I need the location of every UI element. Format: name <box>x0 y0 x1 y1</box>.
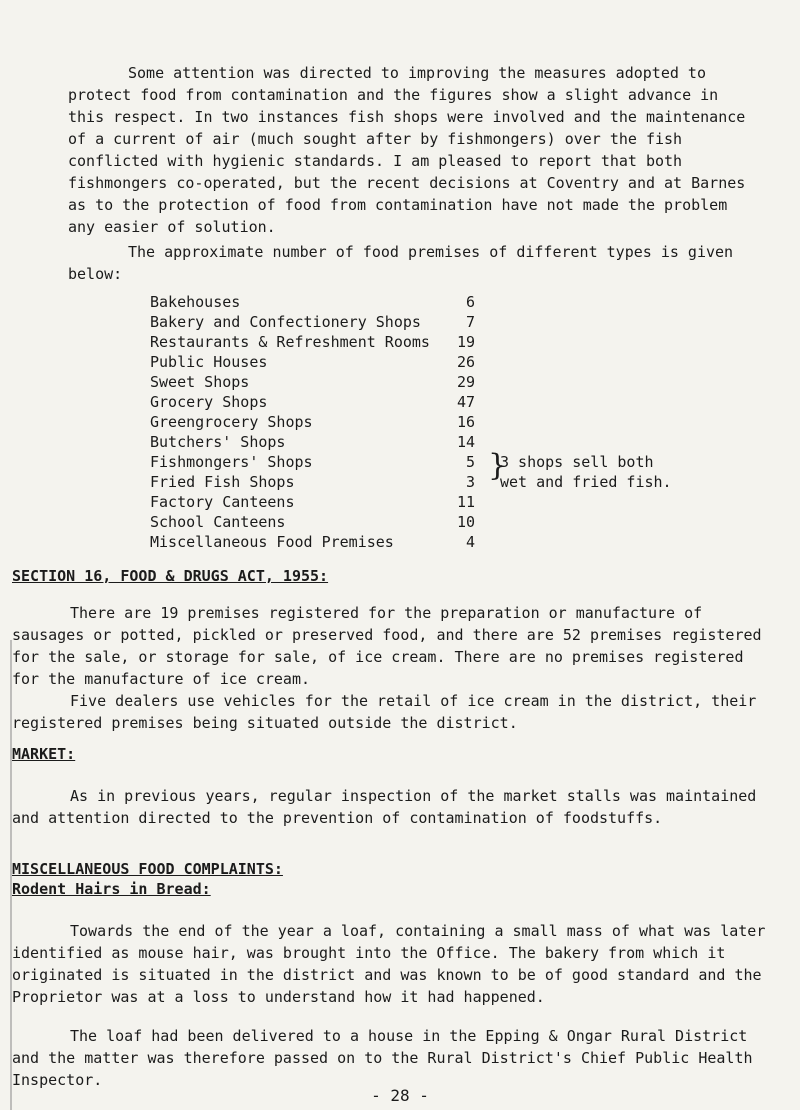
fish-note-line2: wet and fried fish. <box>500 473 672 491</box>
misc-text1: Towards the end of the year a loaf, containing a small mass of what was later identified as mouse hair, was brought into the Office. The bakery from which it originated is situated in the district and was known to be of good standard and the Proprietor was at a loss to understand how it had happened. <box>12 922 766 1006</box>
premises-value: 16 <box>456 413 475 431</box>
premises-label: Greengrocery Shops <box>150 413 313 431</box>
premises-value: 7 <box>465 313 475 331</box>
section16-text2: Five dealers use vehicles for the retail of ice cream in the district, their registered premises being situated outside the district. <box>12 692 757 732</box>
premises-label: Butchers' Shops <box>150 433 286 451</box>
premises-label: Grocery Shops <box>150 393 268 411</box>
premises-row <box>150 493 730 511</box>
premises-label: Factory Canteens <box>150 493 295 511</box>
premises-label: Fried Fish Shops <box>150 473 295 491</box>
premises-label: Fishmongers' Shops <box>150 453 313 471</box>
premises-label: Miscellaneous Food Premises <box>150 533 394 551</box>
page-number: - 28 - <box>371 1086 429 1105</box>
section16-paragraph1 <box>12 602 772 690</box>
fish-note-line1: 3 shops sell both <box>500 453 654 471</box>
premises-value: 4 <box>465 533 475 551</box>
misc-paragraph2 <box>12 1025 772 1091</box>
brace-mark: } <box>488 448 508 483</box>
premises-value: 19 <box>456 333 475 351</box>
premises-label: Bakery and Confectionery Shops <box>150 313 421 331</box>
market-text: As in previous years, regular inspection of the market stalls was maintained and attention directed to the prevention of contamination of foodstuffs. <box>12 787 757 827</box>
approx-text: The approximate number of food premises of different types is given below: <box>68 243 734 283</box>
premises-row <box>150 313 730 331</box>
misc-text2: The loaf had been delivered to a house in the Epping & Ongar Rural District and the matter was therefore passed on to the Rural District's Chief Public Health Inspector. <box>12 1027 753 1089</box>
premises-value: 5 <box>465 453 475 471</box>
premises-row <box>150 293 730 311</box>
premises-value: 3 <box>465 473 475 491</box>
premises-value: 10 <box>456 513 475 531</box>
market-heading: MARKET: <box>12 745 76 763</box>
intro-text: Some attention was directed to improving the measures adopted to protect food from contamination and the figures show a slight advance in this respect. In two instances fish shops were involved and the maintenance of a current of air (much sought after by fishmongers) over the fish conflicted with hygienic standards. I am pleased to report that both fishmongers co-operated, but the recent decisions at Coventry and at Barnes as to the protection of food from contamination have not made the problem any easier of solution. <box>68 64 746 236</box>
premises-label: Restaurants & Refreshment Rooms <box>150 333 430 351</box>
market-paragraph <box>12 785 772 829</box>
premises-row <box>150 373 730 391</box>
premises-row <box>150 353 730 371</box>
premises-label: Bakehouses <box>150 293 241 311</box>
premises-value: 26 <box>456 353 475 371</box>
premises-value: 29 <box>456 373 475 391</box>
premises-row <box>150 393 730 411</box>
premises-label: School Canteens <box>150 513 286 531</box>
premises-row <box>150 433 730 451</box>
premises-value: 47 <box>456 393 475 411</box>
premises-row <box>150 413 730 431</box>
section16-heading: SECTION 16, FOOD & DRUGS ACT, 1955: <box>12 567 329 585</box>
misc-subheading: Rodent Hairs in Bread: <box>12 880 211 898</box>
premises-value: 14 <box>456 433 475 451</box>
section16-paragraph2 <box>12 690 772 734</box>
intro-paragraph <box>68 62 758 238</box>
misc-paragraph1 <box>12 920 772 1008</box>
premises-value: 11 <box>456 493 475 511</box>
premises-row <box>150 533 730 551</box>
premises-label: Sweet Shops <box>150 373 250 391</box>
premises-value: 6 <box>465 293 475 311</box>
approx-paragraph <box>68 241 758 285</box>
premises-row <box>150 513 730 531</box>
misc-heading: MISCELLANEOUS FOOD COMPLAINTS: <box>12 860 283 878</box>
premises-row <box>150 333 730 351</box>
section16-text1: There are 19 premises registered for the preparation or manufacture of sausages or potted, pickled or preserved food, and there are 52 premises registered for the sale, or storage for sale, of ice cream. There are no premises registered for the manufacture of ice cream. <box>12 604 762 688</box>
premises-label: Public Houses <box>150 353 268 371</box>
